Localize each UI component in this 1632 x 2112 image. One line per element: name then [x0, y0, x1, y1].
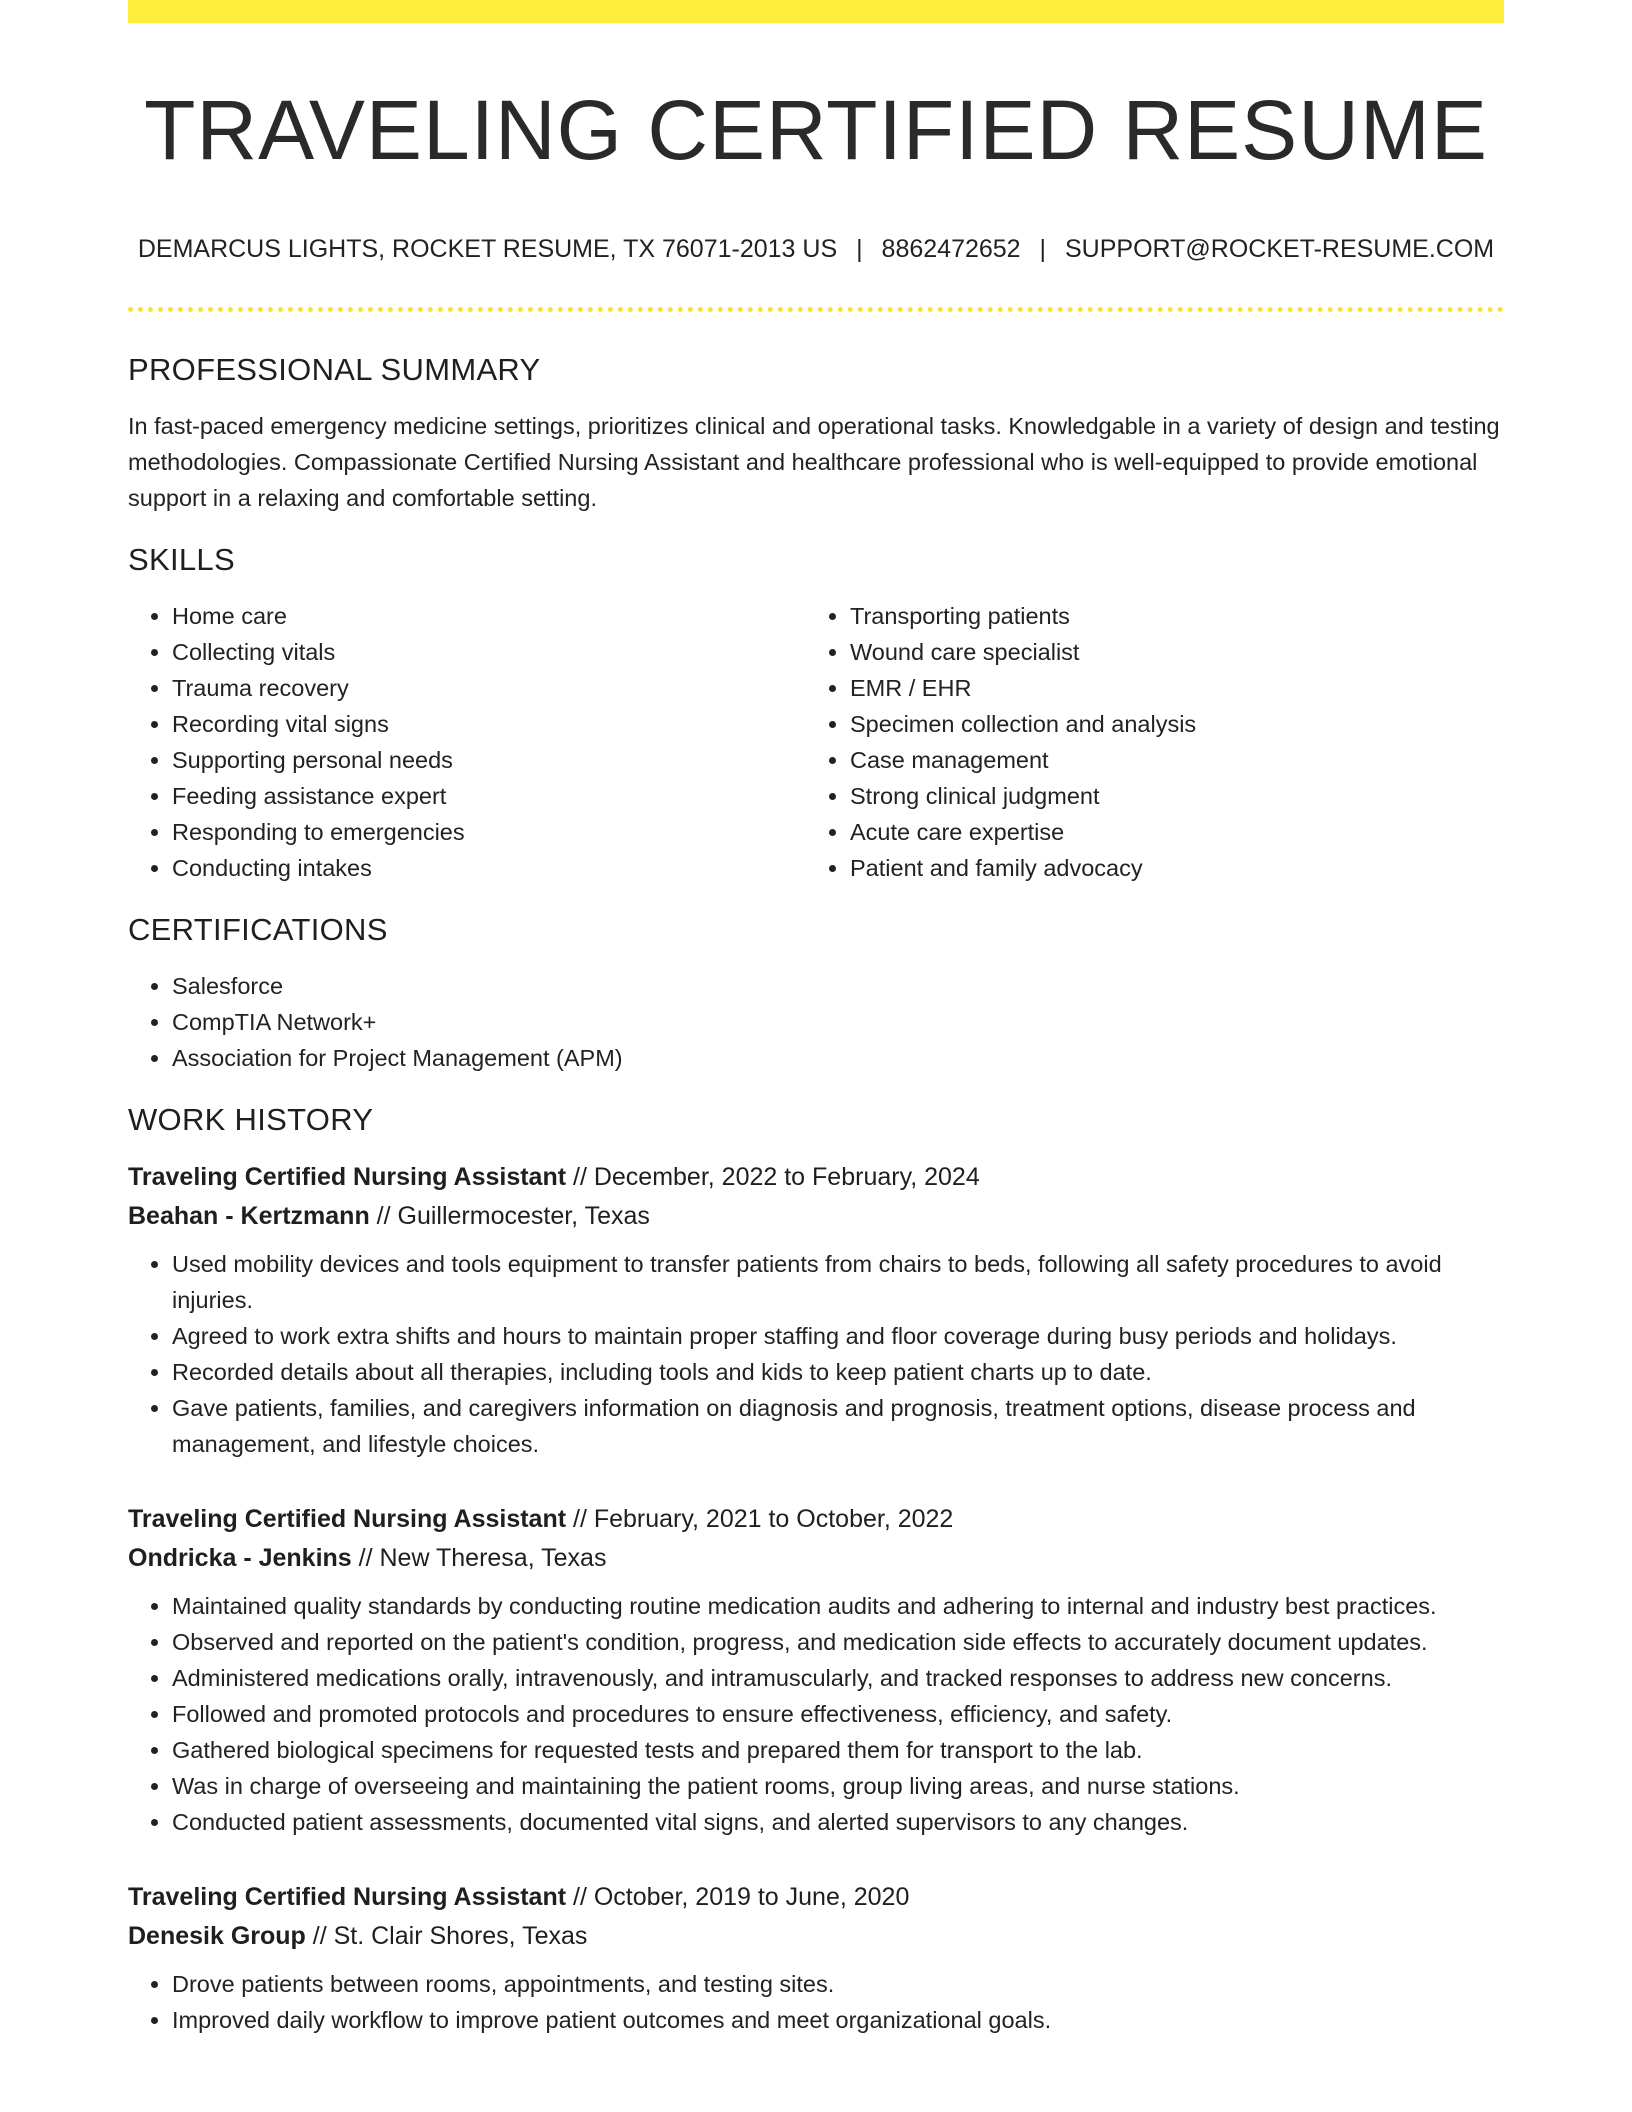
job-bullet: • Followed and promoted protocols and procedures to ensure effectiveness, efficiency, and safety. — [172, 1696, 1504, 1732]
job-company: Beahan - Kertzmann — [128, 1202, 370, 1230]
contact-email: SUPPORT@ROCKET-RESUME.COM — [1065, 235, 1495, 263]
job-bullet: • Used mobility devices and tools equipment to transfer patients from chairs to beds, following all safety procedures to avoid injuries. — [172, 1246, 1504, 1318]
resume-content — [128, 352, 1504, 2076]
job-title-line — [128, 1158, 1504, 1197]
job-bullet: • Observed and reported on the patient's condition, progress, and medication side effects to accurately document updates. — [172, 1624, 1504, 1660]
job-bullet: • Conducted patient assessments, documented vital signs, and alerted supervisors to any changes. — [172, 1804, 1504, 1840]
skill-item: • Recording vital signs — [172, 706, 806, 742]
contact-phone: 8862472652 — [881, 235, 1021, 263]
skill-item: • Responding to emergencies — [172, 814, 806, 850]
job-company-line — [128, 1539, 1504, 1578]
skills-columns — [128, 598, 1504, 886]
skills-right-column — [806, 598, 1484, 886]
skills-section — [128, 542, 1504, 886]
job-bullet: • Was in charge of overseeing and maintaining the patient rooms, group living areas, and nurse stations. — [172, 1768, 1504, 1804]
contact-line — [128, 235, 1504, 264]
job-location: // St. Clair Shores, Texas — [305, 1922, 588, 1950]
work-history-section — [128, 1102, 1504, 2038]
job-company: Denesik Group — [128, 1922, 306, 1950]
contact-address: DEMARCUS LIGHTS, ROCKET RESUME, TX 76071-2013 US — [137, 235, 838, 263]
job-bullet: • Recorded details about all therapies, including tools and kids to keep patient charts up to date. — [172, 1354, 1504, 1390]
job-title-line — [128, 1500, 1504, 1539]
skill-item: • Case management — [850, 742, 1484, 778]
skill-item: • Acute care expertise — [850, 814, 1484, 850]
accent-bar — [128, 0, 1504, 23]
skill-item: • Strong clinical judgment — [850, 778, 1484, 814]
work-history-heading: WORK HISTORY — [128, 1102, 374, 1137]
contact-separator: | — [1039, 235, 1047, 263]
job-location: // Guillermocester, Texas — [369, 1202, 650, 1230]
skill-item: • Patient and family advocacy — [850, 850, 1484, 886]
job-bullet: • Improved daily workflow to improve patient outcomes and meet organizational goals. — [172, 2002, 1504, 2038]
job-bullet: • Administered medications orally, intravenously, and intramuscularly, and tracked responses to address new concerns. — [172, 1660, 1504, 1696]
job-company-line — [128, 1197, 1504, 1236]
job-title-line — [128, 1878, 1504, 1917]
job-title: Traveling Certified Nursing Assistant — [128, 1163, 567, 1191]
job-bullet: • Maintained quality standards by conducting routine medication audits and adhering to internal and industry best practices. — [172, 1588, 1504, 1624]
summary-text: In fast-paced emergency medicine settings, prioritizes clinical and operational tasks. Knowledgable in a variety of design and testing methodologies. Compassionate Certified Nursing Assistant and healthcare professional who is well-equipped to provide emotional support in a relaxing and comfortable setting. — [128, 413, 1500, 511]
certification-item: • Salesforce — [172, 968, 1504, 1004]
job-bullets — [128, 1246, 1504, 1462]
job-entry — [128, 1158, 1504, 1462]
job-bullets — [128, 1588, 1504, 1840]
certification-item: • Association for Project Management (APM) — [172, 1040, 1504, 1076]
skill-item: • Feeding assistance expert — [172, 778, 806, 814]
job-dates: // October, 2019 to June, 2020 — [566, 1883, 910, 1911]
job-dates: // February, 2021 to October, 2022 — [566, 1505, 954, 1533]
skill-item: • Specimen collection and analysis — [850, 706, 1484, 742]
certifications-heading: CERTIFICATIONS — [128, 912, 388, 947]
job-bullet: • Gave patients, families, and caregivers information on diagnosis and prognosis, treatment options, disease process and management, and lifestyle choices. — [172, 1390, 1504, 1462]
skill-item: • EMR / EHR — [850, 670, 1484, 706]
job-bullet: • Drove patients between rooms, appointments, and testing sites. — [172, 1966, 1504, 2002]
summary-section — [128, 352, 1504, 516]
job-dates: // December, 2022 to February, 2024 — [566, 1163, 980, 1191]
job-company-line — [128, 1917, 1504, 1956]
resume-title: TRAVELING CERTIFIED RESUME — [144, 83, 1488, 177]
skills-left-column — [128, 598, 806, 886]
skill-item: • Transporting patients — [850, 598, 1484, 634]
job-bullet: • Gathered biological specimens for requested tests and prepared them for transport to the lab. — [172, 1732, 1504, 1768]
certifications-section — [128, 912, 1504, 1076]
job-entry — [128, 1878, 1504, 2038]
contact-separator: | — [856, 235, 863, 263]
job-bullets — [128, 1966, 1504, 2038]
certification-item: • CompTIA Network+ — [172, 1004, 1504, 1040]
skill-item: • Home care — [172, 598, 806, 634]
certifications-list — [128, 968, 1504, 1076]
skill-item: • Trauma recovery — [172, 670, 806, 706]
job-bullet: • Agreed to work extra shifts and hours to maintain proper staffing and floor coverage during busy periods and holidays. — [172, 1318, 1504, 1354]
job-title: Traveling Certified Nursing Assistant — [128, 1883, 567, 1911]
skills-heading: SKILLS — [128, 542, 235, 577]
skill-item: • Wound care specialist — [850, 634, 1484, 670]
skill-item: • Conducting intakes — [172, 850, 806, 886]
job-company: Ondricka - Jenkins — [128, 1544, 352, 1572]
skill-item: • Supporting personal needs — [172, 742, 806, 778]
job-title: Traveling Certified Nursing Assistant — [128, 1505, 567, 1533]
job-entry — [128, 1500, 1504, 1840]
skill-item: • Collecting vitals — [172, 634, 806, 670]
job-list — [128, 1158, 1504, 2038]
summary-heading: PROFESSIONAL SUMMARY — [128, 352, 541, 387]
job-location: // New Theresa, Texas — [351, 1544, 607, 1572]
dotted-divider — [128, 307, 1504, 312]
